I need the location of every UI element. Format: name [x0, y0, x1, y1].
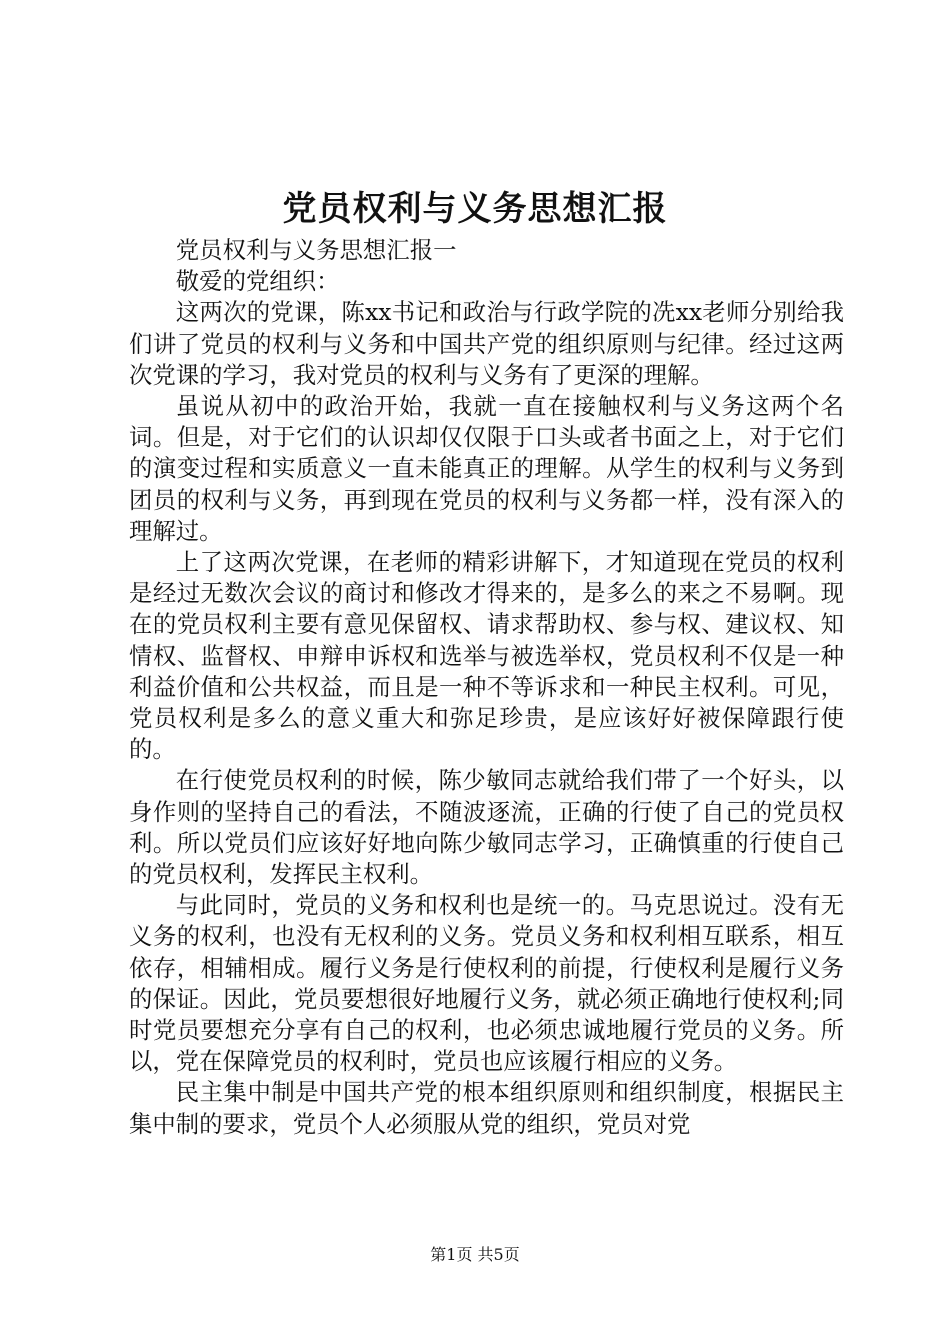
section-heading: 党员权利与义务思想汇报一	[175, 236, 457, 264]
paragraph: 民主集中制是中国共产党的根本组织原则和组织制度，根据民主集中制的要求，党员个人必须服从党的组织，党员对党	[129, 1078, 844, 1138]
paragraph: 在行使党员权利的时候，陈少敏同志就给我们带了一个好头，以身作则的坚持自己的看法，不随波逐流，正确的行使了自己的党员权利。所以党员们应该好好地向陈少敏同志学习，正确慎重的行使自己的党员权利，发挥民主权利。	[129, 766, 844, 889]
paragraph: 虽说从初中的政治开始，我就一直在接触权利与义务这两个名词。但是，对于它们的认识却仅仅限于口头或者书面之上，对于它们的演变过程和实质意义一直未能真正的理解。从学生的权利与义务到团员的权利与义务，再到现在党员的权利与义务都一样，没有深入的理解过。	[129, 392, 844, 545]
document-body	[129, 235, 844, 1140]
salutation: 敬爱的党组织：	[175, 267, 340, 296]
paragraph: 与此同时，党员的义务和权利也是统一的。马克思说过。没有无义务的权利，也没有无权利的义务。党员义务和权利相互联系，相互依存，相辅相成。履行义务是行使权利的前提，行使权利是履行义务的保证。因此，党员要想很好地履行义务，就必须正确地行使权利;同时党员要想充分享有自己的权利，也必须忠诚地履行党员的义务。所以，党在保障党员的权利时，党员也应该履行相应的义务。	[129, 891, 844, 1076]
paragraph: 上了这两次党课，在老师的精彩讲解下，才知道现在党员的权利是经过无数次会议的商讨和修改才得来的，是多么的来之不易啊。现在的党员权利主要有意见保留权、请求帮助权、参与权、建议权、知情权、监督权、申辩申诉权和选举与被选举权，党员权利不仅是一种利益价值和公共权益，而且是一种不等诉求和一种民主权利。可见，党员权利是多么的意义重大和弥足珍贵，是应该好好被保障跟行使的。	[129, 548, 844, 764]
page-footer: 第1页 共5页	[430, 1245, 520, 1264]
paragraph: 这两次的党课，陈xx书记和政治与行政学院的冼xx老师分别给我们讲了党员的权利与义务和中国共产党的组织原则与纪律。经过这两次党课的学习，我对党员的权利与义务有了更深的理解。	[129, 298, 844, 389]
document-title: 党员权利与义务思想汇报	[282, 189, 668, 229]
